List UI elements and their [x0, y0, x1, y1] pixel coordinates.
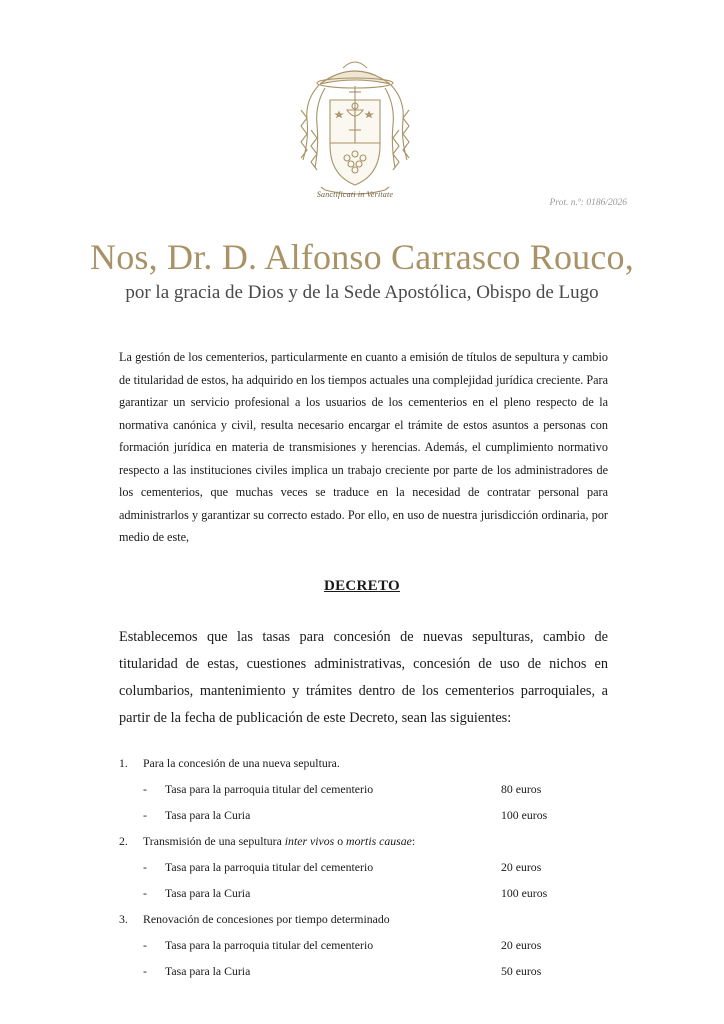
- episcopal-coat-of-arms: [285, 50, 425, 210]
- page-subtitle: por la gracia de Dios y de la Sede Apostólica, Obispo de Lugo: [125, 282, 599, 303]
- fee-concept: Tasa para la parroquia titular del cementerio: [165, 781, 374, 796]
- fee-concept: Tasa para la Curia: [165, 807, 251, 822]
- page-title: Nos, Dr. D. Alfonso Carrasco Rouco,: [90, 237, 634, 277]
- protocol-number: Prot. n.º: 0186/2026: [549, 198, 627, 208]
- fee-concept: Tasa para la parroquia titular del cementerio: [165, 859, 374, 874]
- list-item: [119, 906, 608, 984]
- fee-concept: Tasa para la parroquia titular del cementerio: [165, 937, 374, 952]
- item-number: 2.: [119, 833, 128, 848]
- fees-list: [119, 750, 608, 984]
- coat-motto: Sanctificati in Veritate: [316, 190, 394, 199]
- fee-row: [119, 776, 608, 802]
- fee-amount: 80 euros: [501, 781, 542, 796]
- fee-dash: -: [143, 781, 147, 796]
- fee-row: [119, 958, 608, 984]
- item-title: Transmisión de una sepultura inter vivos o mortis causae:: [143, 833, 416, 848]
- fee-amount: 20 euros: [501, 937, 542, 952]
- fee-row: [119, 880, 608, 906]
- fee-row: [119, 854, 608, 880]
- list-item: [119, 828, 608, 906]
- fee-amount: 100 euros: [501, 885, 548, 900]
- decreto-heading: DECRETO: [323, 578, 400, 594]
- list-item: [119, 750, 608, 828]
- item-number: 1.: [119, 755, 128, 770]
- fee-row: [119, 932, 608, 958]
- establecemos-paragraph: Establecemos que las tasas para concesión de nuevas sepulturas, cambio de titularidad de estas, cuestiones administrativas, concesión de uso de nichos en columbarios, mantenimiento y trámites dentro de los cementerios parroquiales, a partir de la fecha de publicación de este Decreto, sean las siguientes:: [119, 629, 608, 726]
- fee-amount: 50 euros: [501, 963, 542, 978]
- fee-row: [119, 802, 608, 828]
- intro-paragraph: La gestión de los cementerios, particularmente en cuanto a emisión de títulos de sepultura y cambio de titularidad de estos, ha adquirido en los tiempos actuales una complejidad jurídica creciente. Para garantizar un servicio profesional a los usuarios de los cementerios en el pleno respecto de la normativa canónica y civil, resulta necesario encargar el trámite de estos asuntos a personas con formación jurídica en materia de transmisiones y herencias. Además, el cumplimiento normativo respecto a las instituciones civiles implica un trabajo creciente por parte de los administradores de los cementerios, que muchas veces se traduce en la necesidad de contratar personal para administrarlos y garantizar su correcto estado. Por ello, en uso de nuestra jurisdicción ordinaria, por medio de este,: [119, 350, 608, 544]
- fee-dash: -: [143, 859, 147, 874]
- fee-dash: -: [143, 885, 147, 900]
- fee-dash: -: [143, 963, 147, 978]
- item-title: Para la concesión de una nueva sepultura.: [143, 755, 340, 770]
- fee-amount: 100 euros: [501, 807, 548, 822]
- item-title: Renovación de concesiones por tiempo determinado: [143, 911, 390, 926]
- fee-dash: -: [143, 937, 147, 952]
- item-number: 3.: [119, 911, 128, 926]
- fee-amount: 20 euros: [501, 859, 542, 874]
- fee-dash: -: [143, 807, 147, 822]
- fee-concept: Tasa para la Curia: [165, 885, 251, 900]
- coat-of-arms-icon: [285, 50, 425, 210]
- fee-concept: Tasa para la Curia: [165, 963, 251, 978]
